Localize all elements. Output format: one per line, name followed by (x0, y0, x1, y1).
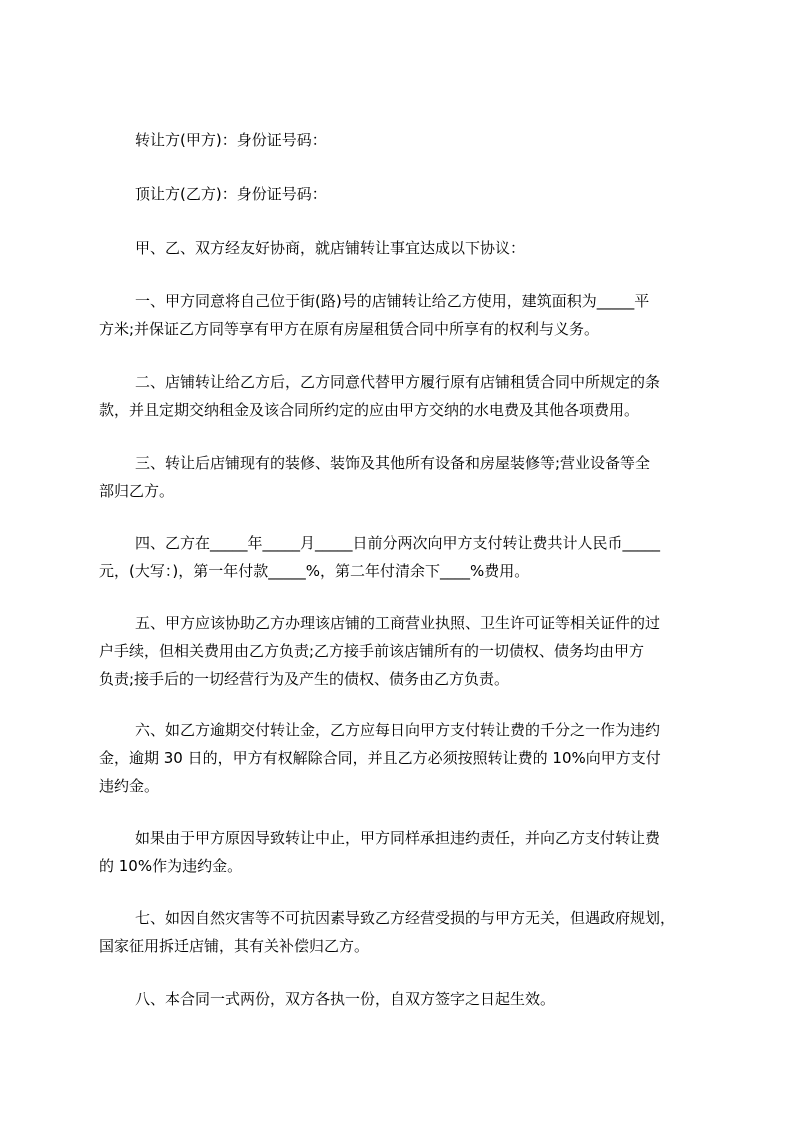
clause-6-supplement-line-2: 的 10%作为违约金。 (99, 857, 243, 875)
clause-6-line-2: 金，逾期 30 日的，甲方有权解除合同，并且乙方必须按照转让费的 10%向甲方支付 (99, 749, 661, 767)
clause-4-line-1: 四、乙方在_____年_____月_____日前分两次向甲方支付转让费共计人民币_____ (135, 534, 661, 552)
clause-6-line-1: 六、如乙方逾期交付转让金，乙方应每日向甲方支付转让费的千分之一作为违约 (135, 721, 661, 739)
clause-1-line-2: 方米;并保证乙方同等享有甲方在原有房屋租赁合同中所享有的权利与义务。 (99, 320, 600, 338)
transferor-line (135, 126, 715, 154)
clause-5-line-2: 户手续，但相关费用由乙方负责;乙方接手前该店铺所有的一切债权、债务均由甲方 (99, 642, 645, 660)
clause-4 (99, 529, 719, 585)
clause-7-line-1: 七、如因自然灾害等不可抗因素导致乙方经营受损的与甲方无关，但遇政府规划， (135, 909, 676, 927)
clause-5-line-3: 负责;接手后的一切经营行为及产生的债权、债务由乙方负责。 (99, 670, 510, 688)
clause-6-supplement-line-1: 如果由于甲方原因导致转让中止，甲方同样承担违约责任，并向乙方支付转让费 (135, 829, 661, 847)
intro-paragraph (135, 234, 715, 262)
clause-7 (99, 904, 719, 960)
intro-text: 甲、乙、双方经友好协商，就店铺转让事宜达成以下协议： (135, 239, 526, 257)
clause-8-text: 八、本合同一式两份，双方各执一份，自双方签字之日起生效。 (135, 990, 556, 1008)
clause-2 (99, 368, 719, 424)
clause-7-line-2: 国家征用拆迁店铺，其有关补偿归乙方。 (99, 937, 370, 955)
clause-6-line-3: 违约金。 (99, 777, 160, 795)
transferee-text: 顶让方(乙方)：身份证号码： (135, 185, 327, 203)
transferee-line (135, 180, 715, 208)
clause-6-supplement (99, 824, 719, 880)
clause-2-line-2: 款，并且定期交纳租金及该合同所约定的应由甲方交纳的水电费及其他各项费用。 (99, 401, 640, 419)
clause-4-line-2: 元，(大写：)，第一年付款_____%，第二年付清余下____%费用。 (99, 562, 530, 580)
clause-1 (99, 287, 719, 343)
clause-1-line-1: 一、甲方同意将自己位于街(路)号的店铺转让给乙方使用，建筑面积为_____平 (135, 292, 650, 310)
clause-3-line-1: 三、转让后店铺现有的装修、装饰及其他所有设备和房屋装修等;营业设备等全 (135, 454, 651, 472)
clause-3-line-2: 部归乙方。 (99, 482, 175, 500)
clause-5-line-1: 五、甲方应该协助乙方办理该店铺的工商营业执照、卫生许可证等相关证件的过 (135, 614, 661, 632)
clause-8 (135, 985, 715, 1013)
clause-3 (99, 449, 719, 505)
transferor-text: 转让方(甲方)：身份证号码： (135, 131, 327, 149)
clause-2-line-1: 二、店铺转让给乙方后，乙方同意代替甲方履行原有店铺租赁合同中所规定的条 (135, 373, 661, 391)
clause-5 (99, 609, 719, 693)
clause-6 (99, 716, 719, 800)
